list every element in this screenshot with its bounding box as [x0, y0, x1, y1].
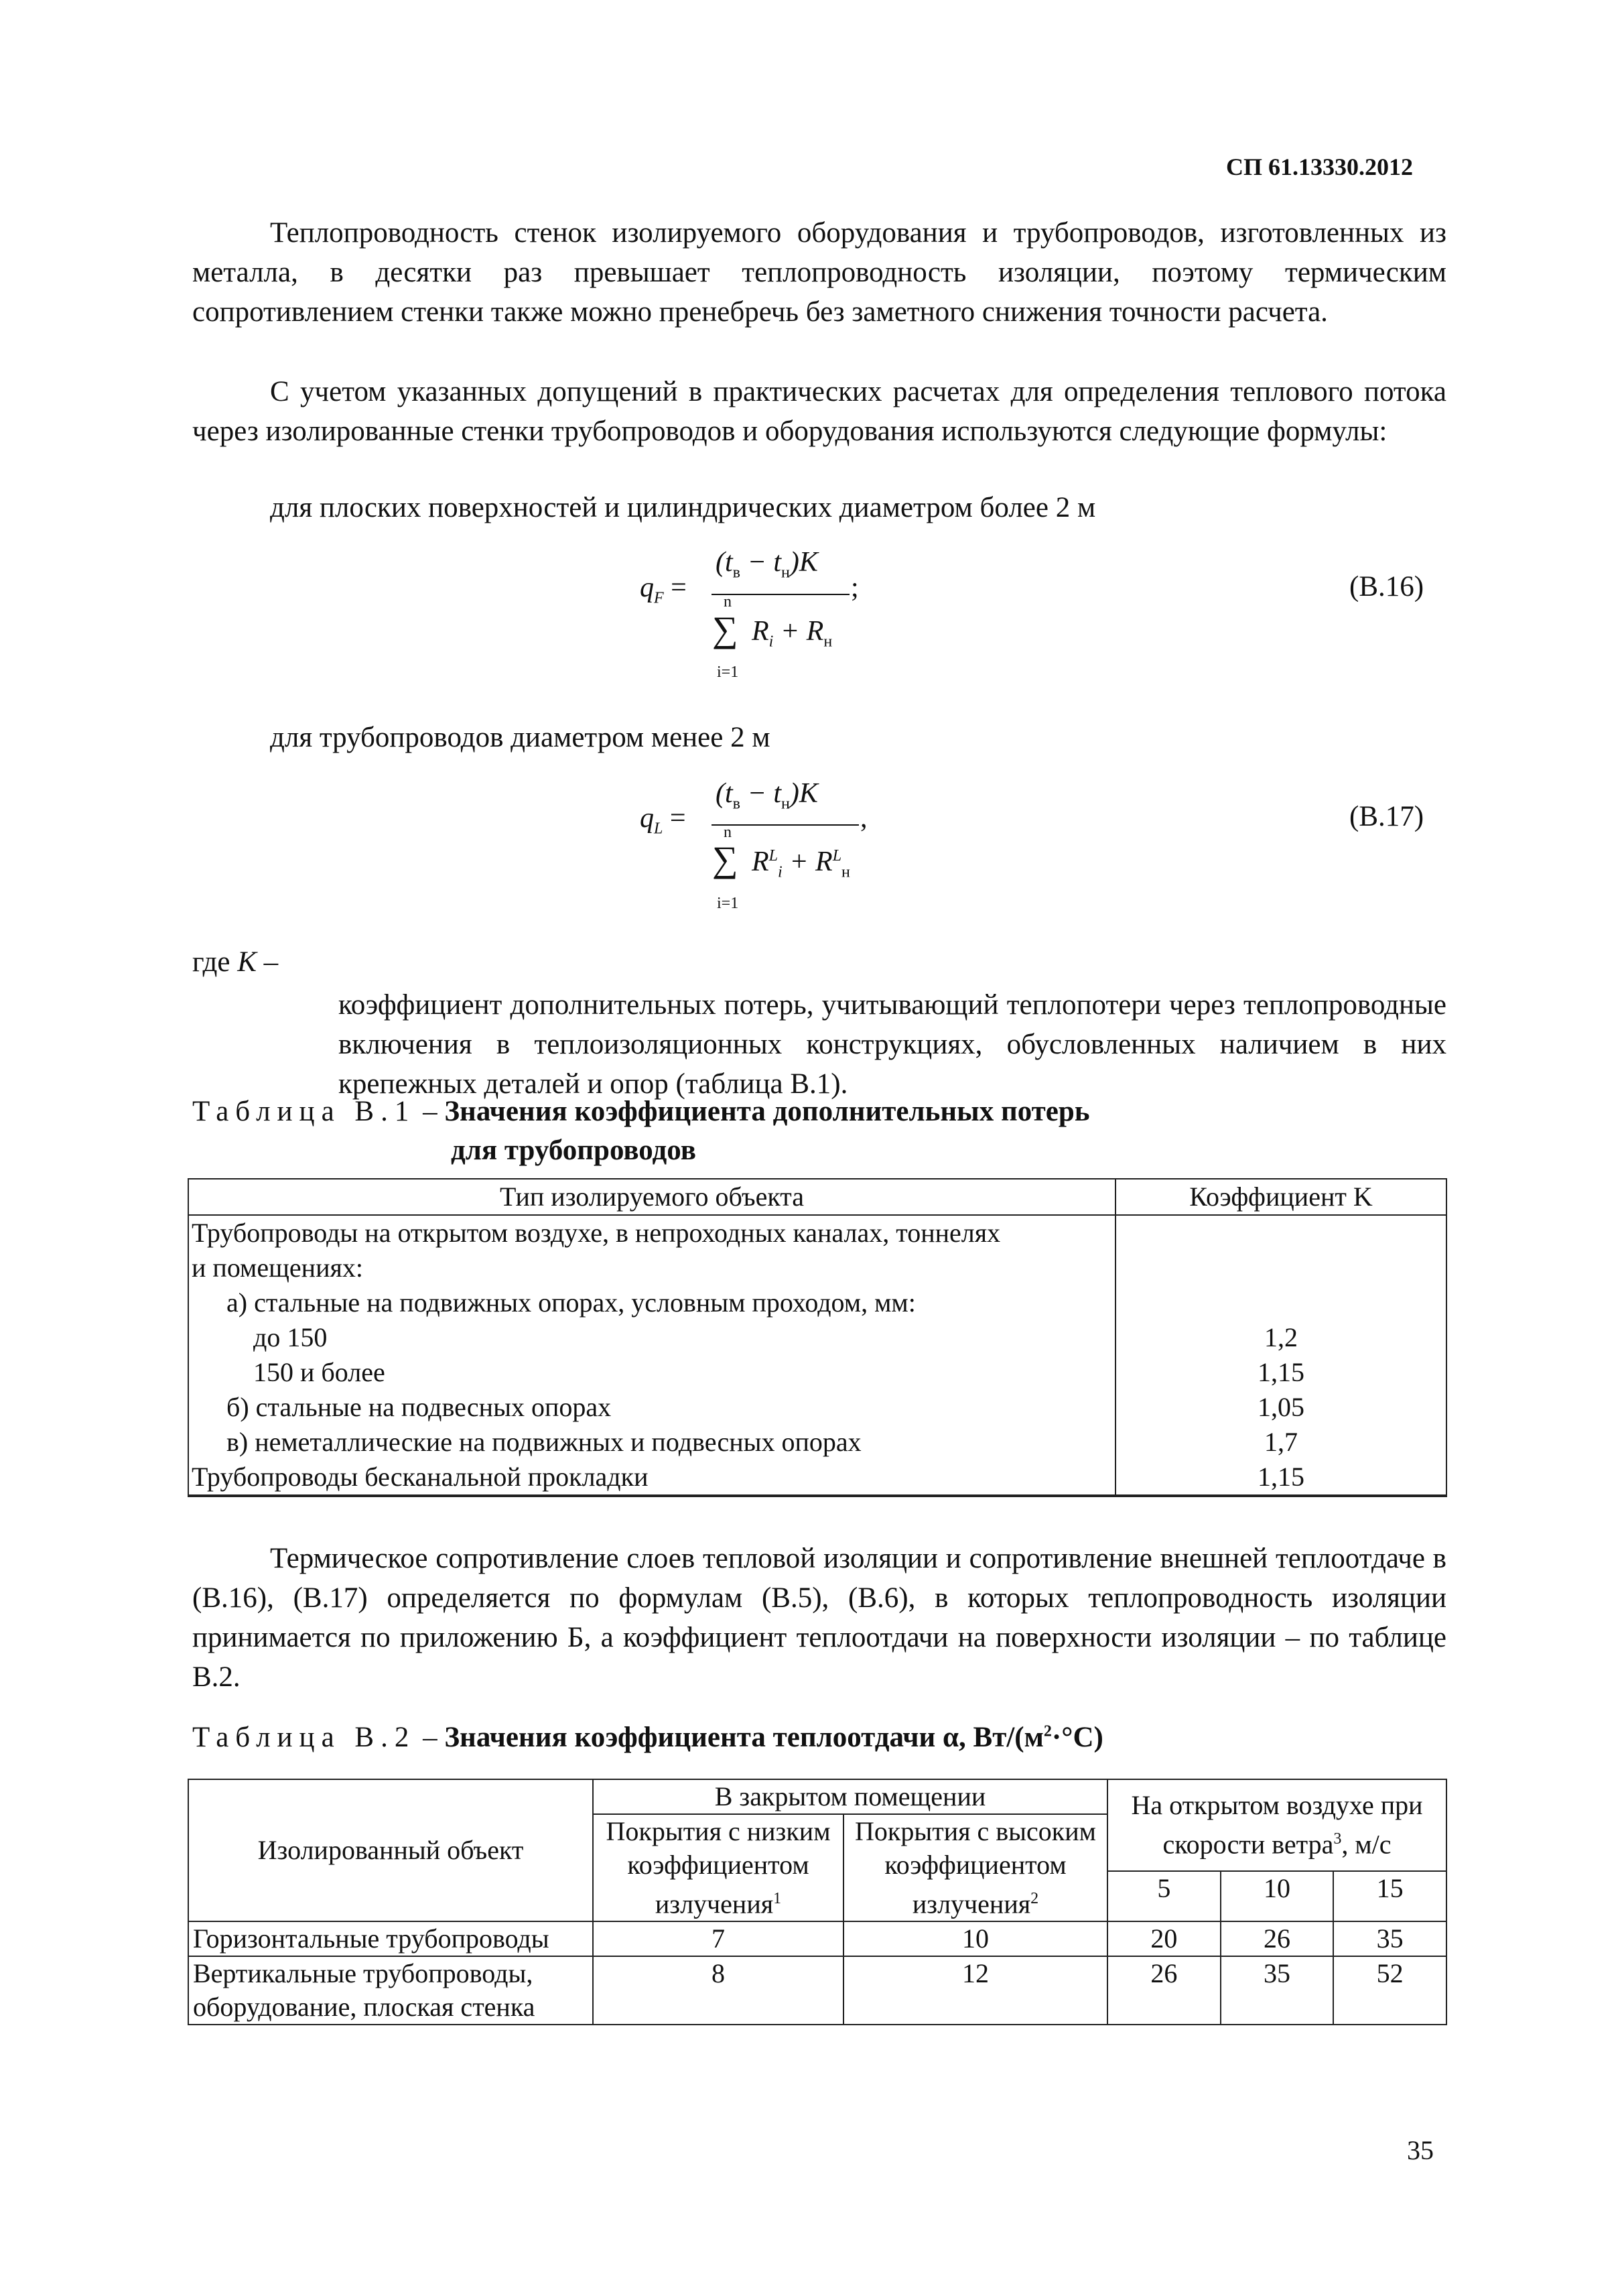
- table1-title: Таблица В.1 – Значения коэффициента дополнительных потерь: [192, 1096, 1090, 1127]
- paragraph-thermal-resistance: Термическое сопротивление слоев тепловой изоляции и сопротивление внешней теплоотдаче в (В.16), (В.17) определяется по формулам (В.5), (В.6), в которых теплопроводность изоляции принимается по приложению Б, а коэффициент теплоотдачи на поверхности изоляции – по таблице В.2.: [192, 1543, 1446, 1693]
- table2-header-low-emission: Покрытия с низким коэффициентом излучения$^1$: [593, 1814, 843, 1921]
- table2-header-high-emission: Покрытия с высоким коэффициентом излучения$^2$: [843, 1814, 1107, 1921]
- paragraph-wall-conductivity: Теплопроводность стенок изолируемого оборудования и трубопроводов, изготовленных из металла, в десятки раз превышает теплопроводность изоляции, поэтому термическим сопротивлением стенки также можно пренебречь без заметного снижения точности расчета.: [192, 217, 1446, 328]
- flat-surfaces-caption: для плоских поверхностей и цилиндрических диаметром более 2 м: [270, 492, 1096, 523]
- table2-header-indoor: В закрытом помещении: [593, 1779, 1107, 1814]
- equation-number-b17: (В.17): [1349, 801, 1424, 832]
- table-row: Вертикальные трубопроводы, оборудование, плоская стенка 8 12 26 35 52: [188, 1956, 1446, 2025]
- table1-title-line2: для трубопроводов: [451, 1135, 696, 1166]
- table1-header-coef: Коэффициент K: [1116, 1179, 1446, 1215]
- table2-header-speed: 5: [1107, 1871, 1221, 1922]
- equation-number-b16: (В.16): [1349, 571, 1424, 602]
- table2-header-speed: 15: [1333, 1871, 1446, 1922]
- table-b2: [188, 1779, 1447, 2025]
- table-b1: [188, 1178, 1447, 1497]
- pipes-caption: для трубопроводов диаметром менее 2 м: [270, 722, 770, 753]
- table2-header-speed: 10: [1221, 1871, 1334, 1922]
- table2-header-object: Изолированный объект: [188, 1779, 593, 1921]
- table-row: Горизонтальные трубопроводы 7 10 20 26 35: [188, 1921, 1446, 1956]
- page-number: 35: [1407, 2135, 1434, 2165]
- paragraph-assumptions: С учетом указанных допущений в практических расчетах для определения теплового потока через изолированные стенки трубопроводов и оборудования используются следующие формулы:: [192, 376, 1446, 447]
- document-code: СП 61.13330.2012: [1226, 153, 1413, 180]
- table2-title: Таблица В.2 – Значения коэффициента теплоотдачи α, $Вт/(м^2\cdot^\circ С)$: [192, 1722, 1103, 1753]
- table2-header-outdoor: На открытом воздухе при скорости ветра$^3$, м/с: [1107, 1779, 1446, 1871]
- table-row: Трубопроводы на открытом воздухе, в непроходных каналах, тоннелях и помещениях: а) стальные на подвижных опорах, условным проходом, мм: до 150 150 и более б) стальные на подвесных опорах в) неметаллические на подвижных и подвесных опорах Трубопроводы бесканальной прокладки 1,2 1,15 1,05 1,7 1,15: [188, 1215, 1446, 1495]
- table1-header-type: Тип изолируемого объекта: [188, 1179, 1116, 1215]
